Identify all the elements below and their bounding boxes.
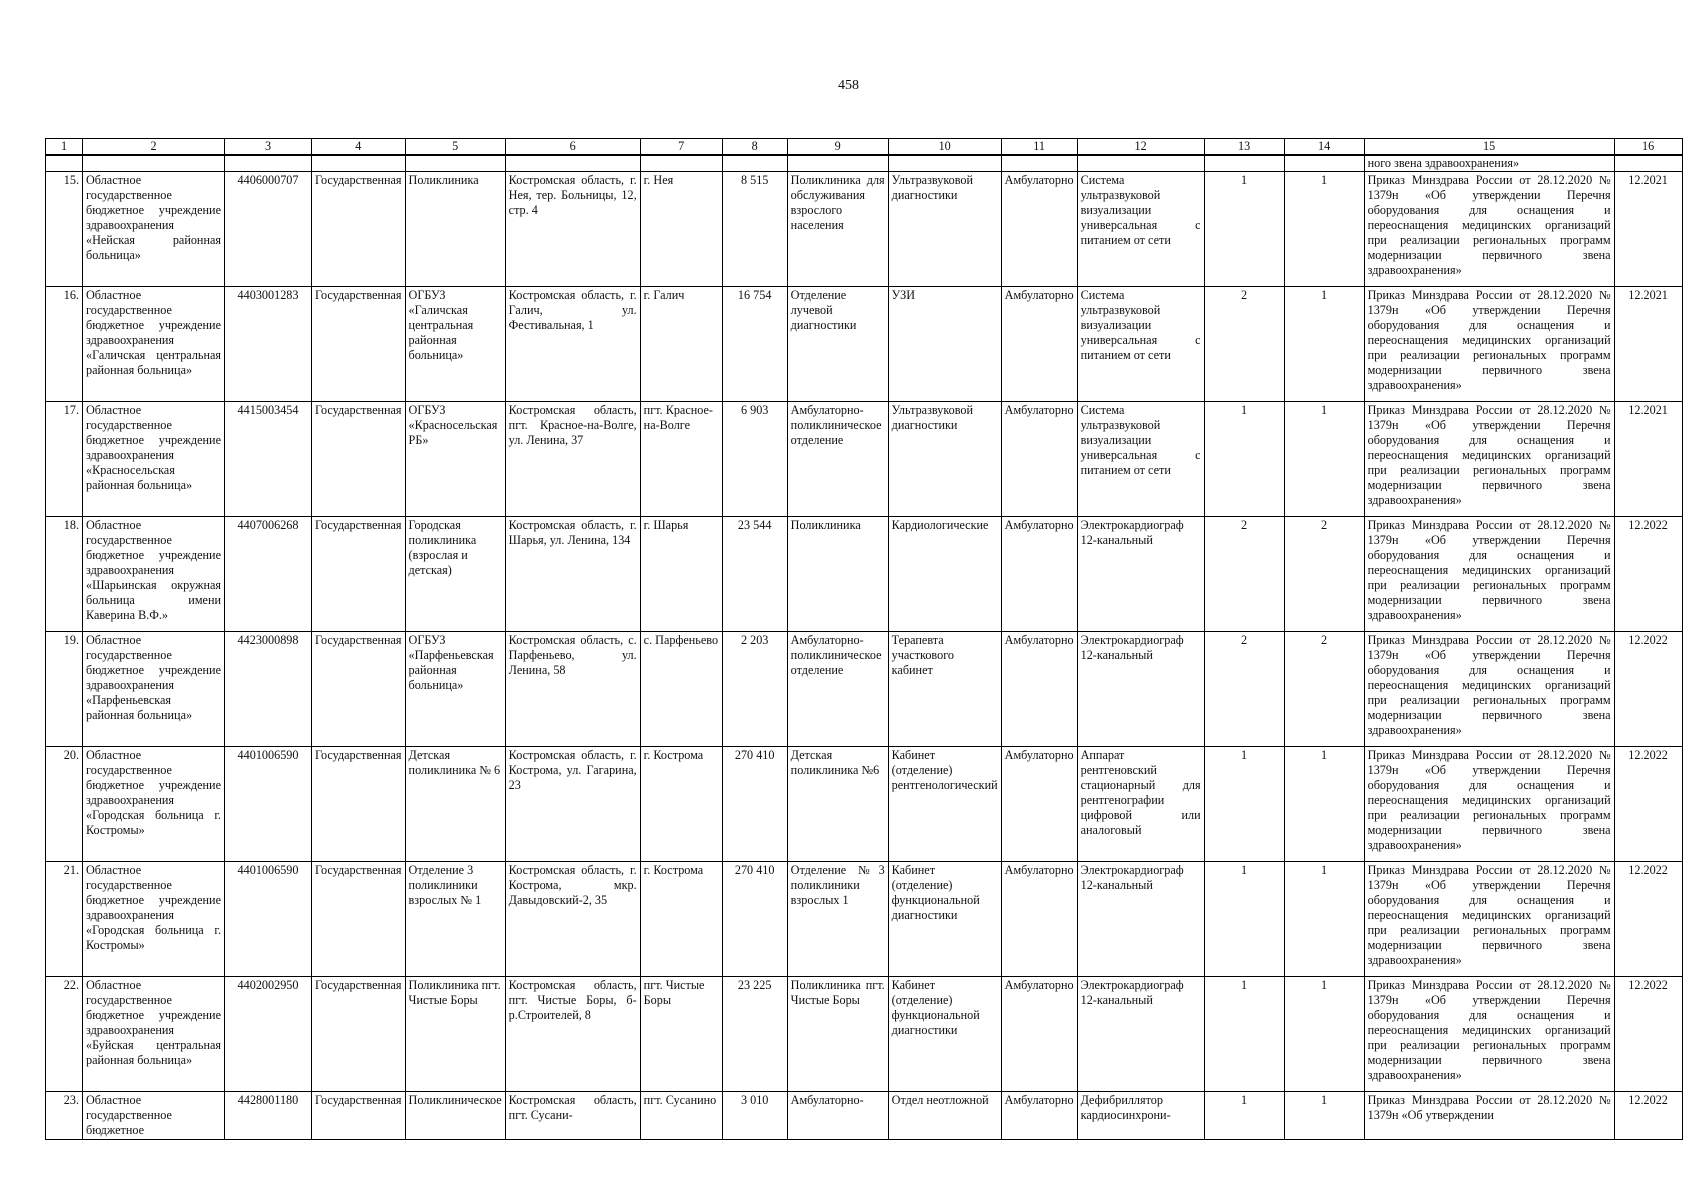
column-header: 1 [46, 139, 83, 156]
population: 270 410 [722, 862, 787, 977]
row-number: 21. [46, 862, 83, 977]
care-mode: Амбулаторно [1001, 747, 1077, 862]
equipment: Электрокардиограф 12-канальный [1077, 517, 1204, 632]
settlement: пгт. Сусанино [640, 1092, 722, 1140]
settlement: пгт. Чистые Боры [640, 977, 722, 1092]
organization-name: Областное государственное бюджетное учреждение здравоохранения «Городская больница г. Костромы» [83, 747, 225, 862]
deadline: 12.2021 [1614, 402, 1682, 517]
ownership-form: Государственная [312, 747, 406, 862]
subdivision: Городская поликлиника (взрослая и детская) [405, 517, 505, 632]
ownership-form: Государственная [312, 517, 406, 632]
care-mode: Амбулаторно [1001, 1092, 1077, 1140]
address: Костромская область, г. Кострома, ул. Гагарина, 23 [505, 747, 640, 862]
organization-name: Областное государственное бюджетное учреждение здравоохранения «Буйская центральная районная больница» [83, 977, 225, 1092]
quantity-1: 1 [1204, 747, 1284, 862]
column-header: 9 [787, 139, 888, 156]
table-row [46, 977, 1683, 1092]
cabinet: УЗИ [888, 287, 1001, 402]
equipment: Электрокардиограф 12-канальный [1077, 862, 1204, 977]
subdivision: Поликлиническое [405, 1092, 505, 1140]
population: 16 754 [722, 287, 787, 402]
ownership-form: Государственная [312, 172, 406, 287]
column-header: 2 [83, 139, 225, 156]
subdivision: ОГБУЗ «Галичская центральная районная больница» [405, 287, 505, 402]
quantity-1: 1 [1204, 402, 1284, 517]
department: Отделение №3 поликлиники взрослых 1 [787, 862, 888, 977]
column-header: 14 [1284, 139, 1364, 156]
department: Амбулаторно-поликлиническое отделение [787, 402, 888, 517]
equipment: Электрокардиограф 12-канальный [1077, 977, 1204, 1092]
quantity-1: 2 [1204, 632, 1284, 747]
continuation-row [46, 155, 1683, 172]
column-header: 5 [405, 139, 505, 156]
settlement: пгт. Красное-на-Волге [640, 402, 722, 517]
deadline: 12.2021 [1614, 287, 1682, 402]
equipment: Дефибриллятор кардиосинхрони- [1077, 1092, 1204, 1140]
row-number: 16. [46, 287, 83, 402]
address: Костромская область, г. Кострома, мкр. Давыдовский-2, 35 [505, 862, 640, 977]
ownership-form: Государственная [312, 862, 406, 977]
cabinet: Терапевта участкового кабинет [888, 632, 1001, 747]
population: 270 410 [722, 747, 787, 862]
organization-name: Областное государственное бюджетное учреждение здравоохранения «Городская больница г. Костромы» [83, 862, 225, 977]
care-mode: Амбулаторно [1001, 287, 1077, 402]
legal-basis: Приказ Минздрава России от 28.12.2020 № 1379н «Об утверждении Перечня оборудования для оснащения и переоснащения медицинских организаций при реализации региональных программ модернизации первичного звена здравоохранения» [1364, 632, 1614, 747]
equipment: Система ультразвуковой визуализации универсальная с питанием от сети [1077, 402, 1204, 517]
care-mode: Амбулаторно [1001, 517, 1077, 632]
column-header: 16 [1614, 139, 1682, 156]
subdivision: ОГБУЗ «Красносельская РБ» [405, 402, 505, 517]
inn-code: 4423000898 [225, 632, 312, 747]
column-header: 13 [1204, 139, 1284, 156]
population: 2 203 [722, 632, 787, 747]
quantity-1: 1 [1204, 862, 1284, 977]
column-header: 7 [640, 139, 722, 156]
organization-name: Областное государственное бюджетное учреждение здравоохранения «Шарьинская окружная больница имени Каверина В.Ф.» [83, 517, 225, 632]
row-number: 18. [46, 517, 83, 632]
care-mode: Амбулаторно [1001, 977, 1077, 1092]
care-mode: Амбулаторно [1001, 402, 1077, 517]
ownership-form: Государственная [312, 287, 406, 402]
address: Костромская область, г. Нея, тер. Больницы, 12, стр. 4 [505, 172, 640, 287]
subdivision: Детская поликлиника № 6 [405, 747, 505, 862]
ownership-form: Государственная [312, 977, 406, 1092]
quantity-2: 1 [1284, 402, 1364, 517]
inn-code: 4401006590 [225, 747, 312, 862]
table-row [46, 287, 1683, 402]
inn-code: 4401006590 [225, 862, 312, 977]
cabinet: Кабинет (отделение) функциональной диагностики [888, 862, 1001, 977]
equipment: Система ультразвуковой визуализации универсальная с питанием от сети [1077, 172, 1204, 287]
legal-basis: Приказ Минздрава России от 28.12.2020 № 1379н «Об утверждении Перечня оборудования для оснащения и переоснащения медицинских организаций при реализации региональных программ модернизации первичного звена здравоохранения» [1364, 402, 1614, 517]
column-header: 12 [1077, 139, 1204, 156]
quantity-2: 1 [1284, 172, 1364, 287]
organization-name: Областное государственное бюджетное учреждение здравоохранения «Галичская центральная районная больница» [83, 287, 225, 402]
quantity-1: 1 [1204, 1092, 1284, 1140]
quantity-2: 2 [1284, 517, 1364, 632]
deadline: 12.2021 [1614, 172, 1682, 287]
ownership-form: Государственная [312, 632, 406, 747]
population: 6 903 [722, 402, 787, 517]
cabinet: Кабинет (отделение) рентгенологический [888, 747, 1001, 862]
ownership-form: Государственная [312, 402, 406, 517]
row-number: 20. [46, 747, 83, 862]
cabinet: Ультразвуковой диагностики [888, 402, 1001, 517]
deadline: 12.2022 [1614, 747, 1682, 862]
settlement: г. Нея [640, 172, 722, 287]
organization-name: Областное государственное бюджетное учреждение здравоохранения «Нейская районная больница» [83, 172, 225, 287]
legal-basis: Приказ Минздрава России от 28.12.2020 № 1379н «Об утверждении Перечня оборудования для оснащения и переоснащения медицинских организаций при реализации региональных программ модернизации первичного звена здравоохранения» [1364, 747, 1614, 862]
inn-code: 4415003454 [225, 402, 312, 517]
deadline: 12.2022 [1614, 632, 1682, 747]
equipment-table [45, 138, 1683, 1140]
equipment: Аппарат рентгеновский стационарный для рентгенографии цифровой или аналоговый [1077, 747, 1204, 862]
settlement: г. Кострома [640, 862, 722, 977]
table-row [46, 402, 1683, 517]
quantity-1: 2 [1204, 517, 1284, 632]
table-row [46, 517, 1683, 632]
department: Поликлиника для обслуживания взрослого населения [787, 172, 888, 287]
quantity-2: 1 [1284, 747, 1364, 862]
table-row [46, 632, 1683, 747]
equipment: Электрокардиограф 12-канальный [1077, 632, 1204, 747]
inn-code: 4406000707 [225, 172, 312, 287]
table-row [46, 1092, 1683, 1140]
table-row [46, 862, 1683, 977]
address: Костромская область, пгт. Сусани- [505, 1092, 640, 1140]
subdivision: Поликлиника [405, 172, 505, 287]
subdivision: Поликлиника пгт. Чистые Боры [405, 977, 505, 1092]
address: Костромская область, г. Галич, ул. Фестивальная, 1 [505, 287, 640, 402]
deadline: 12.2022 [1614, 517, 1682, 632]
inn-code: 4428001180 [225, 1092, 312, 1140]
department: Амбулаторно- [787, 1092, 888, 1140]
column-header: 8 [722, 139, 787, 156]
quantity-1: 2 [1204, 287, 1284, 402]
row-number: 19. [46, 632, 83, 747]
legal-basis: Приказ Минздрава России от 28.12.2020 № 1379н «Об утверждении Перечня оборудования для оснащения и переоснащения медицинских организаций при реализации региональных программ модернизации первичного звена здравоохранения» [1364, 517, 1614, 632]
legal-basis: Приказ Минздрава России от 28.12.2020 № 1379н «Об утверждении Перечня оборудования для оснащения и переоснащения медицинских организаций при реализации региональных программ модернизации первичного звена здравоохранения» [1364, 977, 1614, 1092]
inn-code: 4407006268 [225, 517, 312, 632]
legal-basis: Приказ Минздрава России от 28.12.2020 № 1379н «Об утверждении Перечня оборудования для оснащения и переоснащения медицинских организаций при реализации региональных программ модернизации первичного звена здравоохранения» [1364, 862, 1614, 977]
row-number: 15. [46, 172, 83, 287]
legal-basis: Приказ Минздрава России от 28.12.2020 № 1379н «Об утверждении Перечня оборудования для оснащения и переоснащения медицинских организаций при реализации региональных программ модернизации первичного звена здравоохранения» [1364, 287, 1614, 402]
care-mode: Амбулаторно [1001, 172, 1077, 287]
deadline: 12.2022 [1614, 977, 1682, 1092]
quantity-2: 2 [1284, 632, 1364, 747]
cabinet: Отдел неотложной [888, 1092, 1001, 1140]
care-mode: Амбулаторно [1001, 862, 1077, 977]
quantity-2: 1 [1284, 1092, 1364, 1140]
address: Костромская область, пгт. Чистые Боры, б-р.Строителей, 8 [505, 977, 640, 1092]
column-header: 10 [888, 139, 1001, 156]
page-number: 458 [838, 78, 859, 93]
department: Детская поликлиника №6 [787, 747, 888, 862]
settlement: г. Шарья [640, 517, 722, 632]
organization-name: Областное государственное бюджетное учреждение здравоохранения «Парфеньевская районная больница» [83, 632, 225, 747]
column-header: 11 [1001, 139, 1077, 156]
settlement: с. Парфеньево [640, 632, 722, 747]
row-number: 17. [46, 402, 83, 517]
quantity-2: 1 [1284, 287, 1364, 402]
quantity-2: 1 [1284, 977, 1364, 1092]
quantity-2: 1 [1284, 862, 1364, 977]
department: Отделение лучевой диагностики [787, 287, 888, 402]
population: 23 225 [722, 977, 787, 1092]
cabinet: Кабинет (отделение) функциональной диагностики [888, 977, 1001, 1092]
inn-code: 4402002950 [225, 977, 312, 1092]
header-row [46, 139, 1683, 156]
subdivision: Отделение 3 поликлиники взрослых № 1 [405, 862, 505, 977]
department: Поликлиника пгт. Чистые Боры [787, 977, 888, 1092]
address: Костромская область, пгт. Красное-на-Волге, ул. Ленина, 37 [505, 402, 640, 517]
deadline: 12.2022 [1614, 1092, 1682, 1140]
column-header: 3 [225, 139, 312, 156]
legal-basis: Приказ Минздрава России от 28.12.2020 № 1379н «Об утверждении Перечня оборудования для оснащения и переоснащения медицинских организаций при реализации региональных программ модернизации первичного звена здравоохранения» [1364, 172, 1614, 287]
quantity-1: 1 [1204, 172, 1284, 287]
population: 23 544 [722, 517, 787, 632]
continuation-text: ного звена здравоохранения» [1364, 155, 1614, 172]
equipment: Система ультразвуковой визуализации универсальная с питанием от сети [1077, 287, 1204, 402]
cabinet: Кардиологические [888, 517, 1001, 632]
settlement: г. Галич [640, 287, 722, 402]
department: Амбулаторно-поликлиническое отделение [787, 632, 888, 747]
subdivision: ОГБУЗ «Парфеньевская районная больница» [405, 632, 505, 747]
row-number: 23. [46, 1092, 83, 1140]
organization-name: Областное государственное бюджетное учреждение здравоохранения «Красносельская районная больница» [83, 402, 225, 517]
row-number: 22. [46, 977, 83, 1092]
table-row [46, 172, 1683, 287]
column-header: 15 [1364, 139, 1614, 156]
cabinet: Ультразвуковой диагностики [888, 172, 1001, 287]
table-row [46, 747, 1683, 862]
population: 8 515 [722, 172, 787, 287]
organization-name: Областное государственное бюджетное [83, 1092, 225, 1140]
deadline: 12.2022 [1614, 862, 1682, 977]
care-mode: Амбулаторно [1001, 632, 1077, 747]
ownership-form: Государственная [312, 1092, 406, 1140]
department: Поликлиника [787, 517, 888, 632]
column-header: 4 [312, 139, 406, 156]
address: Костромская область, с. Парфеньево, ул. Ленина, 58 [505, 632, 640, 747]
legal-basis: Приказ Минздрава России от 28.12.2020 № 1379н «Об утверждении [1364, 1092, 1614, 1140]
population: 3 010 [722, 1092, 787, 1140]
column-header: 6 [505, 139, 640, 156]
address: Костромская область, г. Шарья, ул. Ленина, 134 [505, 517, 640, 632]
settlement: г. Кострома [640, 747, 722, 862]
inn-code: 4403001283 [225, 287, 312, 402]
quantity-1: 1 [1204, 977, 1284, 1092]
